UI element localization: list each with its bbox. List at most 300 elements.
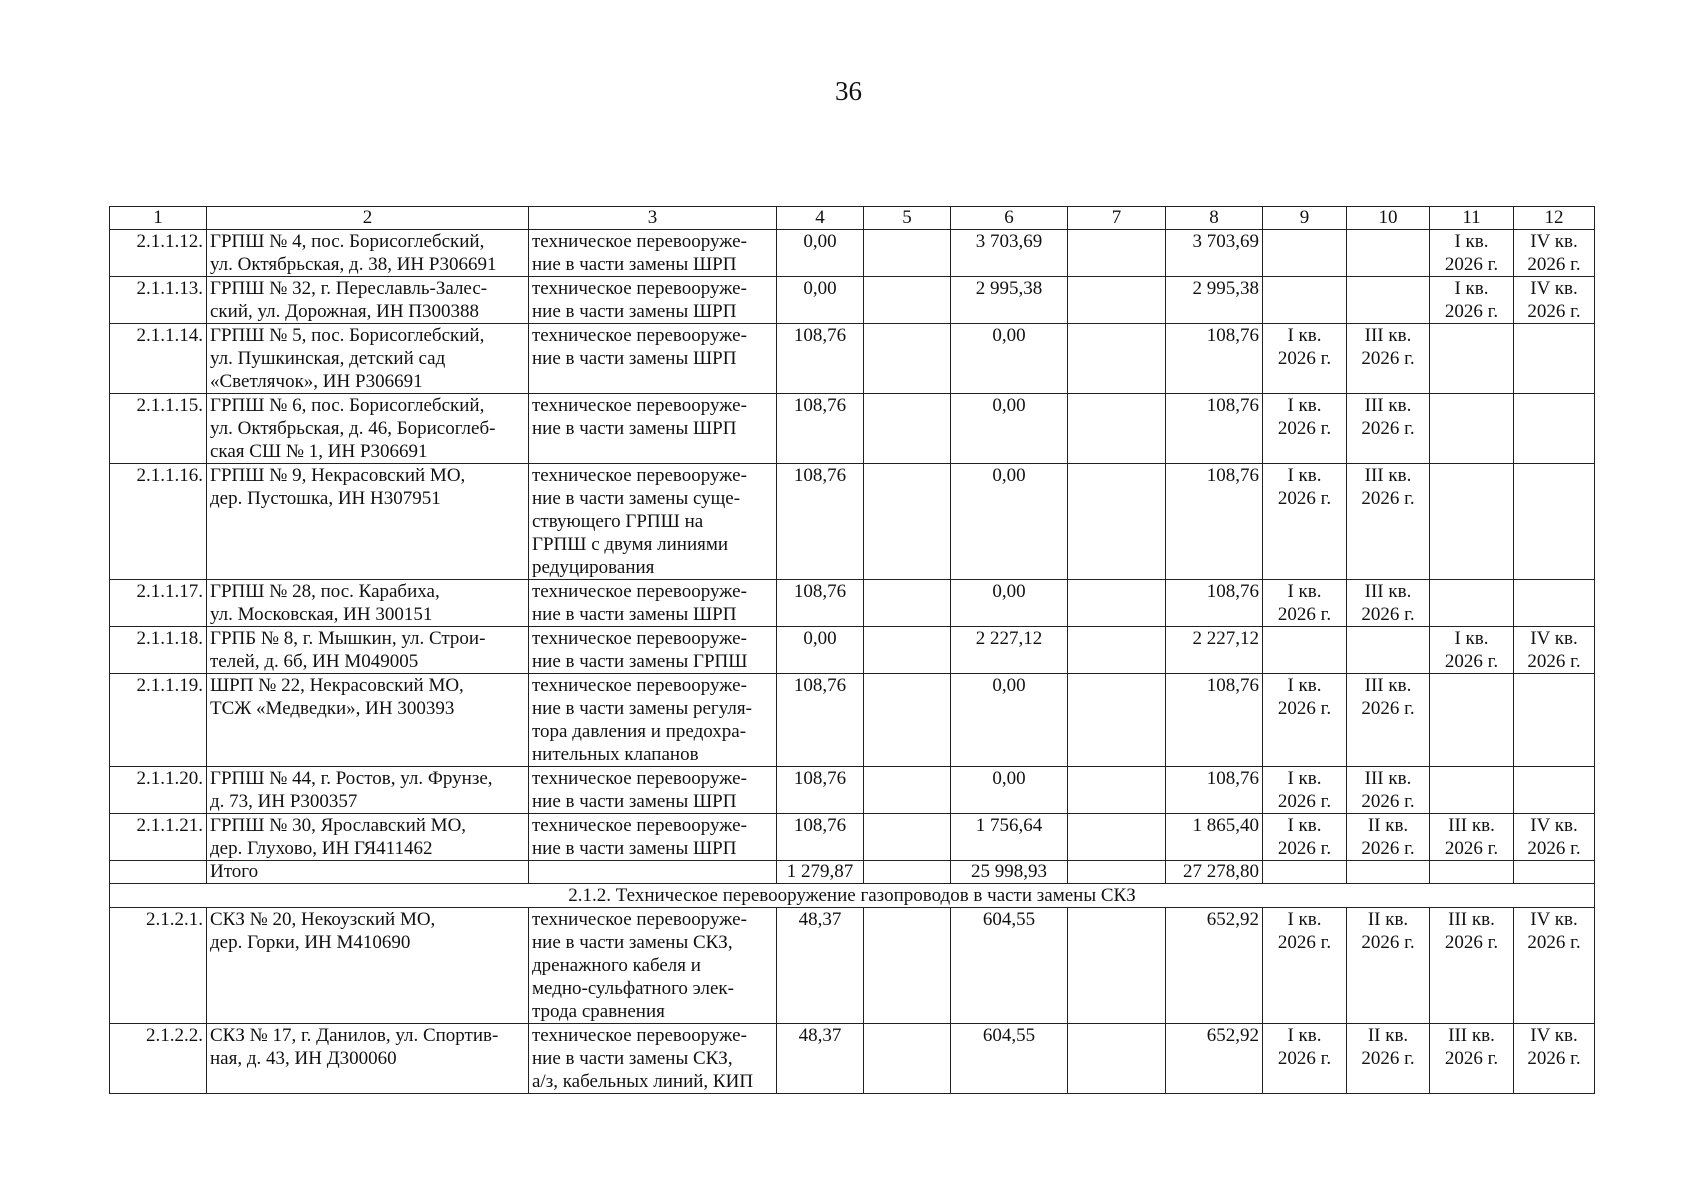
- quarter-col-11-line: [1433, 324, 1510, 347]
- quarter-col-11-line: 2026 г.: [1444, 301, 1499, 322]
- quarter-col-9-line: I кв.: [1287, 909, 1322, 930]
- total-blank-1: [110, 861, 207, 884]
- quarter-col-12-line: IV кв.: [1530, 278, 1578, 299]
- quarter-col-9-line: I кв.: [1287, 815, 1322, 836]
- object-name: [207, 627, 529, 674]
- item-number: 2.1.1.13.: [110, 277, 207, 324]
- object-name-line: СКЗ № 17, г. Данилов, ул. Спортив-: [210, 1025, 499, 1046]
- object-name-line: дер. Глухово, ИН ГЯ411462: [210, 838, 433, 859]
- quarter-col-10-line: 2026 г.: [1361, 418, 1415, 439]
- value-col-4: 0,00: [777, 627, 864, 674]
- value-col-6: 0,00: [951, 394, 1068, 464]
- quarter-col-10-line: 2026 г.: [1361, 604, 1415, 625]
- quarter-col-9: [1263, 230, 1347, 277]
- object-name-line: ул. Октябрьская, д. 38, ИН Р306691: [210, 254, 497, 275]
- object-name: [207, 814, 529, 861]
- value-col-5: [864, 277, 951, 324]
- object-name-line: ГРПШ № 30, Ярославский МО,: [210, 815, 467, 836]
- quarter-col-9: [1263, 277, 1347, 324]
- quarter-col-12: [1514, 464, 1595, 580]
- quarter-col-11-line: [1433, 674, 1510, 697]
- quarter-col-11-line: [1433, 487, 1510, 510]
- object-name: [207, 1024, 529, 1094]
- quarter-col-10: [1347, 324, 1430, 394]
- total-label: Итого: [207, 861, 529, 884]
- item-number: 2.1.1.20.: [110, 767, 207, 814]
- quarter-col-11-line: I кв.: [1454, 231, 1489, 252]
- value-col-7: [1068, 627, 1166, 674]
- column-header-12: 12: [1514, 207, 1595, 230]
- item-number: 2.1.1.21.: [110, 814, 207, 861]
- work-description-line: техническое перевооруже-: [532, 325, 747, 346]
- quarter-col-9: [1263, 767, 1347, 814]
- table-row: [110, 230, 1595, 277]
- work-description-line: ние в части замены ШРП: [532, 418, 737, 439]
- value-col-7: [1068, 814, 1166, 861]
- work-description-line: техническое перевооруже-: [532, 675, 747, 696]
- value-col-5: [864, 324, 951, 394]
- object-name-line: ШРП № 22, Некрасовский МО,: [210, 675, 464, 696]
- quarter-col-11-line: [1433, 580, 1510, 603]
- value-col-4: 108,76: [777, 674, 864, 767]
- value-col-6: 2 227,12: [951, 627, 1068, 674]
- quarter-col-12-line: [1517, 324, 1591, 347]
- quarter-col-12: [1514, 814, 1595, 861]
- value-col-5: [864, 767, 951, 814]
- object-name-line: дер. Пустошка, ИН Н307951: [210, 488, 441, 509]
- quarter-col-12-line: IV кв.: [1530, 815, 1578, 836]
- item-number: 2.1.1.15.: [110, 394, 207, 464]
- quarter-col-10-line: III кв.: [1364, 675, 1412, 696]
- value-col-7: [1068, 394, 1166, 464]
- column-number-row: [110, 207, 1595, 230]
- work-description-line: техническое перевооруже-: [532, 581, 747, 602]
- quarter-col-10-line: [1350, 253, 1426, 276]
- value-col-4: 108,76: [777, 814, 864, 861]
- quarter-col-12-line: [1517, 697, 1591, 720]
- object-name-line: ул. Московская, ИН 300151: [210, 604, 433, 625]
- quarter-col-11-line: III кв.: [1448, 815, 1495, 836]
- column-header-3: 3: [529, 207, 777, 230]
- quarter-col-12-line: 2026 г.: [1527, 651, 1581, 672]
- value-col-8: 1 865,40: [1166, 814, 1263, 861]
- value-col-8: 652,92: [1166, 1024, 1263, 1094]
- quarter-col-9: [1263, 908, 1347, 1024]
- quarter-col-10: [1347, 1024, 1430, 1094]
- quarter-col-11-line: [1433, 394, 1510, 417]
- quarter-col-12-line: [1517, 464, 1591, 487]
- value-col-6: 0,00: [951, 580, 1068, 627]
- table-row: [110, 464, 1595, 580]
- total-blank-3: [529, 861, 777, 884]
- object-name: [207, 394, 529, 464]
- quarter-col-12: [1514, 277, 1595, 324]
- work-description-line: ствующего ГРПШ на: [532, 511, 704, 532]
- quarter-col-11: [1430, 674, 1514, 767]
- object-name-line: ГРПШ № 4, пос. Борисоглебский,: [210, 231, 485, 252]
- total-blank-7: [1068, 861, 1166, 884]
- work-description-line: нительных клапанов: [532, 744, 699, 765]
- quarter-col-10-line: 2026 г.: [1361, 838, 1415, 859]
- quarter-col-10-line: II кв.: [1367, 815, 1409, 836]
- quarter-col-10-line: II кв.: [1367, 1025, 1409, 1046]
- quarter-col-11: [1430, 767, 1514, 814]
- total-col-4: 1 279,87: [777, 861, 864, 884]
- value-col-8: 2 995,38: [1166, 277, 1263, 324]
- column-header-1: 1: [110, 207, 207, 230]
- work-description: [529, 814, 777, 861]
- object-name-line: ГРПШ № 6, пос. Борисоглебский,: [210, 395, 485, 416]
- quarter-col-11-line: [1433, 464, 1510, 487]
- quarter-col-11-line: [1433, 417, 1510, 440]
- quarter-col-10: [1347, 908, 1430, 1024]
- quarter-col-11-line: [1433, 697, 1510, 720]
- quarter-col-9-line: 2026 г.: [1277, 791, 1332, 812]
- quarter-col-10-line: III кв.: [1364, 768, 1412, 789]
- table-row: [110, 277, 1595, 324]
- quarter-col-10-line: [1350, 627, 1426, 650]
- quarter-col-9-line: 2026 г.: [1277, 418, 1332, 439]
- quarter-col-11-line: [1433, 347, 1510, 370]
- work-description-line: ГРПШ с двумя линиями: [532, 534, 729, 555]
- column-header-2: 2: [207, 207, 529, 230]
- quarter-col-9-line: 2026 г.: [1277, 698, 1332, 719]
- quarter-col-12: [1514, 767, 1595, 814]
- quarter-col-12: [1514, 230, 1595, 277]
- quarter-col-9-line: I кв.: [1287, 675, 1322, 696]
- work-description: [529, 230, 777, 277]
- quarter-col-10-line: 2026 г.: [1361, 488, 1415, 509]
- quarter-col-9-line: 2026 г.: [1277, 1048, 1332, 1069]
- value-col-8: 2 227,12: [1166, 627, 1263, 674]
- item-number: 2.1.1.16.: [110, 464, 207, 580]
- object-name-line: ГРПШ № 44, г. Ростов, ул. Фрунзе,: [210, 768, 493, 789]
- value-col-5: [864, 230, 951, 277]
- value-col-5: [864, 908, 951, 1024]
- item-number: 2.1.1.18.: [110, 627, 207, 674]
- work-description: [529, 277, 777, 324]
- quarter-col-11-line: 2026 г.: [1444, 1048, 1499, 1069]
- quarter-col-10-line: 2026 г.: [1361, 1048, 1415, 1069]
- object-name: [207, 580, 529, 627]
- object-name-line: телей, д. 6б, ИН М049005: [210, 651, 419, 672]
- item-number: 2.1.1.14.: [110, 324, 207, 394]
- object-name: [207, 324, 529, 394]
- quarter-col-11-line: 2026 г.: [1444, 651, 1499, 672]
- quarter-col-10: [1347, 230, 1430, 277]
- quarter-col-11-line: [1433, 767, 1510, 790]
- table-row: [110, 908, 1595, 1024]
- value-col-6: 0,00: [951, 767, 1068, 814]
- value-col-8: 108,76: [1166, 580, 1263, 627]
- quarter-col-12-line: IV кв.: [1530, 628, 1578, 649]
- value-col-7: [1068, 580, 1166, 627]
- value-col-5: [864, 627, 951, 674]
- object-name-line: ГРПШ № 28, пос. Карабиха,: [210, 581, 440, 602]
- quarter-col-10-line: 2026 г.: [1361, 698, 1415, 719]
- quarter-col-9-line: 2026 г.: [1277, 348, 1332, 369]
- quarter-col-10-line: [1350, 650, 1426, 673]
- item-number: 2.1.1.17.: [110, 580, 207, 627]
- total-row: [110, 861, 1595, 884]
- object-name: [207, 767, 529, 814]
- quarter-col-9-line: [1266, 650, 1343, 673]
- value-col-5: [864, 674, 951, 767]
- quarter-col-10: [1347, 580, 1430, 627]
- value-col-7: [1068, 464, 1166, 580]
- work-description-line: техническое перевооруже-: [532, 465, 747, 486]
- value-col-7: [1068, 1024, 1166, 1094]
- value-col-4: 108,76: [777, 394, 864, 464]
- quarter-col-10-line: III кв.: [1364, 465, 1412, 486]
- object-name-line: ТСЖ «Медведки», ИН 300393: [210, 698, 455, 719]
- work-description-line: ние в части замены ШРП: [532, 348, 737, 369]
- item-number: 2.1.2.1.: [110, 908, 207, 1024]
- object-name-line: ГРПШ № 32, г. Переславль-Залес-: [210, 278, 488, 299]
- quarter-col-9-line: [1266, 300, 1343, 323]
- object-name: [207, 464, 529, 580]
- quarter-col-9-line: I кв.: [1287, 325, 1322, 346]
- work-description-line: ние в части замены ГРПШ: [532, 651, 748, 672]
- quarter-col-12-line: [1517, 674, 1591, 697]
- work-description-line: ние в части замены регуля-: [532, 698, 752, 719]
- quarter-col-12: [1514, 394, 1595, 464]
- object-name-line: дер. Горки, ИН М410690: [210, 932, 411, 953]
- quarter-col-9-line: [1266, 277, 1343, 300]
- quarter-col-10-line: 2026 г.: [1361, 348, 1415, 369]
- column-header-10: 10: [1347, 207, 1430, 230]
- quarter-col-10-line: III кв.: [1364, 581, 1412, 602]
- table-row: [110, 674, 1595, 767]
- value-col-6: 3 703,69: [951, 230, 1068, 277]
- value-col-7: [1068, 767, 1166, 814]
- quarter-col-9-line: 2026 г.: [1277, 838, 1332, 859]
- column-header-5: 5: [864, 207, 951, 230]
- quarter-col-12-line: [1517, 394, 1591, 417]
- value-col-4: 108,76: [777, 464, 864, 580]
- work-description: [529, 767, 777, 814]
- quarter-col-11: [1430, 580, 1514, 627]
- value-col-6: 604,55: [951, 908, 1068, 1024]
- quarter-col-10: [1347, 674, 1430, 767]
- quarter-col-12-line: [1517, 580, 1591, 603]
- object-name: [207, 230, 529, 277]
- table-row: [110, 394, 1595, 464]
- quarter-col-12-line: [1517, 417, 1591, 440]
- quarter-col-11-line: I кв.: [1454, 628, 1489, 649]
- object-name-line: СКЗ № 20, Некоузский МО,: [210, 909, 436, 930]
- work-description-line: редуцирования: [532, 557, 655, 578]
- quarter-col-10: [1347, 767, 1430, 814]
- quarter-col-10: [1347, 394, 1430, 464]
- quarter-col-12-line: [1517, 790, 1591, 813]
- item-number: 2.1.1.19.: [110, 674, 207, 767]
- value-col-4: 0,00: [777, 277, 864, 324]
- value-col-4: 48,37: [777, 1024, 864, 1094]
- value-col-8: 3 703,69: [1166, 230, 1263, 277]
- work-description-line: тора давления и предохра-: [532, 721, 747, 742]
- quarter-col-10-line: 2026 г.: [1361, 791, 1415, 812]
- value-col-7: [1068, 908, 1166, 1024]
- quarter-col-12: [1514, 580, 1595, 627]
- quarter-col-11-line: 2026 г.: [1444, 838, 1499, 859]
- quarter-col-10-line: [1350, 277, 1426, 300]
- quarter-col-9: [1263, 580, 1347, 627]
- program-table: [109, 206, 1595, 1094]
- value-col-8: 108,76: [1166, 464, 1263, 580]
- value-col-7: [1068, 674, 1166, 767]
- work-description-line: ние в части замены суще-: [532, 488, 741, 509]
- quarter-col-9-line: 2026 г.: [1277, 604, 1332, 625]
- quarter-col-12: [1514, 627, 1595, 674]
- quarter-col-11: [1430, 230, 1514, 277]
- work-description-line: техническое перевооруже-: [532, 768, 747, 789]
- value-col-7: [1068, 277, 1166, 324]
- work-description-line: ние в части замены ШРП: [532, 791, 737, 812]
- quarter-col-9-line: I кв.: [1287, 768, 1322, 789]
- table-row: [110, 1024, 1595, 1094]
- value-col-6: 1 756,64: [951, 814, 1068, 861]
- quarter-col-12-line: IV кв.: [1530, 909, 1578, 930]
- work-description-line: ние в части замены ШРП: [532, 254, 737, 275]
- total-blank-9: [1263, 861, 1347, 884]
- quarter-col-9: [1263, 814, 1347, 861]
- column-header-11: 11: [1430, 207, 1514, 230]
- quarter-col-12-line: 2026 г.: [1527, 1048, 1581, 1069]
- quarter-col-10-line: III кв.: [1364, 395, 1412, 416]
- value-col-8: 108,76: [1166, 394, 1263, 464]
- item-number: 2.1.1.12.: [110, 230, 207, 277]
- quarter-col-11: [1430, 908, 1514, 1024]
- quarter-col-9-line: [1266, 253, 1343, 276]
- quarter-col-10: [1347, 814, 1430, 861]
- work-description-line: ние в части замены СКЗ,: [532, 932, 733, 953]
- value-col-8: 108,76: [1166, 674, 1263, 767]
- object-name-line: «Светлячок», ИН Р306691: [210, 371, 423, 392]
- quarter-col-12-line: 2026 г.: [1527, 254, 1581, 275]
- value-col-6: 604,55: [951, 1024, 1068, 1094]
- total-blank-5: [864, 861, 951, 884]
- quarter-col-9: [1263, 627, 1347, 674]
- work-description-line: ние в части замены ШРП: [532, 838, 737, 859]
- quarter-col-11: [1430, 627, 1514, 674]
- object-name-line: ская СШ № 1, ИН Р306691: [210, 441, 428, 462]
- quarter-col-12: [1514, 674, 1595, 767]
- value-col-6: 0,00: [951, 324, 1068, 394]
- value-col-6: 0,00: [951, 674, 1068, 767]
- quarter-col-12-line: [1517, 603, 1591, 626]
- value-col-4: 108,76: [777, 580, 864, 627]
- work-description-line: ние в части замены ШРП: [532, 301, 737, 322]
- object-name: [207, 674, 529, 767]
- quarter-col-9: [1263, 394, 1347, 464]
- column-header-8: 8: [1166, 207, 1263, 230]
- object-name-line: ГРПБ № 8, г. Мышкин, ул. Строи-: [210, 628, 486, 649]
- quarter-col-11-line: 2026 г.: [1444, 254, 1499, 275]
- value-col-4: 48,37: [777, 908, 864, 1024]
- work-description-line: ние в части замены СКЗ,: [532, 1048, 733, 1069]
- quarter-col-12-line: [1517, 767, 1591, 790]
- table-row: [110, 814, 1595, 861]
- work-description-line: техническое перевооруже-: [532, 815, 747, 836]
- quarter-col-9: [1263, 464, 1347, 580]
- quarter-col-11-line: I кв.: [1454, 278, 1489, 299]
- work-description: [529, 627, 777, 674]
- quarter-col-12-line: 2026 г.: [1527, 932, 1581, 953]
- quarter-col-10-line: II кв.: [1367, 909, 1409, 930]
- quarter-col-12-line: [1517, 487, 1591, 510]
- value-col-8: 108,76: [1166, 324, 1263, 394]
- value-col-7: [1068, 324, 1166, 394]
- total-blank-12: [1514, 861, 1595, 884]
- quarter-col-11-line: III кв.: [1448, 1025, 1495, 1046]
- quarter-col-10-line: 2026 г.: [1361, 932, 1415, 953]
- quarter-col-10: [1347, 464, 1430, 580]
- value-col-8: 108,76: [1166, 767, 1263, 814]
- table-row: [110, 580, 1595, 627]
- quarter-col-10-line: [1350, 230, 1426, 253]
- quarter-col-10: [1347, 277, 1430, 324]
- quarter-col-12: [1514, 324, 1595, 394]
- section-title: 2.1.2. Техническое перевооружение газопроводов в части замены СКЗ: [110, 884, 1595, 908]
- work-description-line: техническое перевооруже-: [532, 1025, 747, 1046]
- value-col-4: 0,00: [777, 230, 864, 277]
- quarter-col-11-line: 2026 г.: [1444, 932, 1499, 953]
- value-col-7: [1068, 230, 1166, 277]
- work-description-line: техническое перевооруже-: [532, 278, 747, 299]
- quarter-col-12-line: IV кв.: [1530, 1025, 1578, 1046]
- quarter-col-9-line: 2026 г.: [1277, 932, 1332, 953]
- quarter-col-12: [1514, 908, 1595, 1024]
- quarter-col-11-line: III кв.: [1448, 909, 1495, 930]
- quarter-col-12: [1514, 1024, 1595, 1094]
- work-description-line: техническое перевооруже-: [532, 231, 747, 252]
- quarter-col-10-line: [1350, 300, 1426, 323]
- quarter-col-9-line: I кв.: [1287, 395, 1322, 416]
- value-col-6: 0,00: [951, 464, 1068, 580]
- object-name-line: ГРПШ № 9, Некрасовский МО,: [210, 465, 466, 486]
- total-blank-10: [1347, 861, 1430, 884]
- object-name-line: д. 73, ИН Р300357: [210, 791, 358, 812]
- value-col-4: 108,76: [777, 324, 864, 394]
- quarter-col-12-line: IV кв.: [1530, 231, 1578, 252]
- table-row: [110, 324, 1595, 394]
- work-description: [529, 908, 777, 1024]
- column-header-6: 6: [951, 207, 1068, 230]
- quarter-col-11: [1430, 277, 1514, 324]
- value-col-5: [864, 394, 951, 464]
- object-name: [207, 908, 529, 1024]
- table-row: [110, 627, 1595, 674]
- quarter-col-9-line: [1266, 230, 1343, 253]
- object-name-line: ГРПШ № 5, пос. Борисоглебский,: [210, 325, 485, 346]
- work-description-line: дренажного кабеля и: [532, 955, 701, 976]
- object-name-line: ная, д. 43, ИН Д300060: [210, 1048, 397, 1069]
- column-header-7: 7: [1068, 207, 1166, 230]
- total-col-6: 25 998,93: [951, 861, 1068, 884]
- quarter-col-12-line: 2026 г.: [1527, 301, 1581, 322]
- quarter-col-11-line: [1433, 603, 1510, 626]
- quarter-col-12-line: [1517, 347, 1591, 370]
- value-col-5: [864, 1024, 951, 1094]
- object-name-line: ул. Октябрьская, д. 46, Борисоглеб-: [210, 418, 496, 439]
- object-name-line: ул. Пушкинская, детский сад: [210, 348, 446, 369]
- quarter-col-9-line: [1266, 627, 1343, 650]
- work-description-line: ние в части замены ШРП: [532, 604, 737, 625]
- quarter-col-9-line: I кв.: [1287, 465, 1322, 486]
- value-col-5: [864, 814, 951, 861]
- section-row: [110, 884, 1595, 908]
